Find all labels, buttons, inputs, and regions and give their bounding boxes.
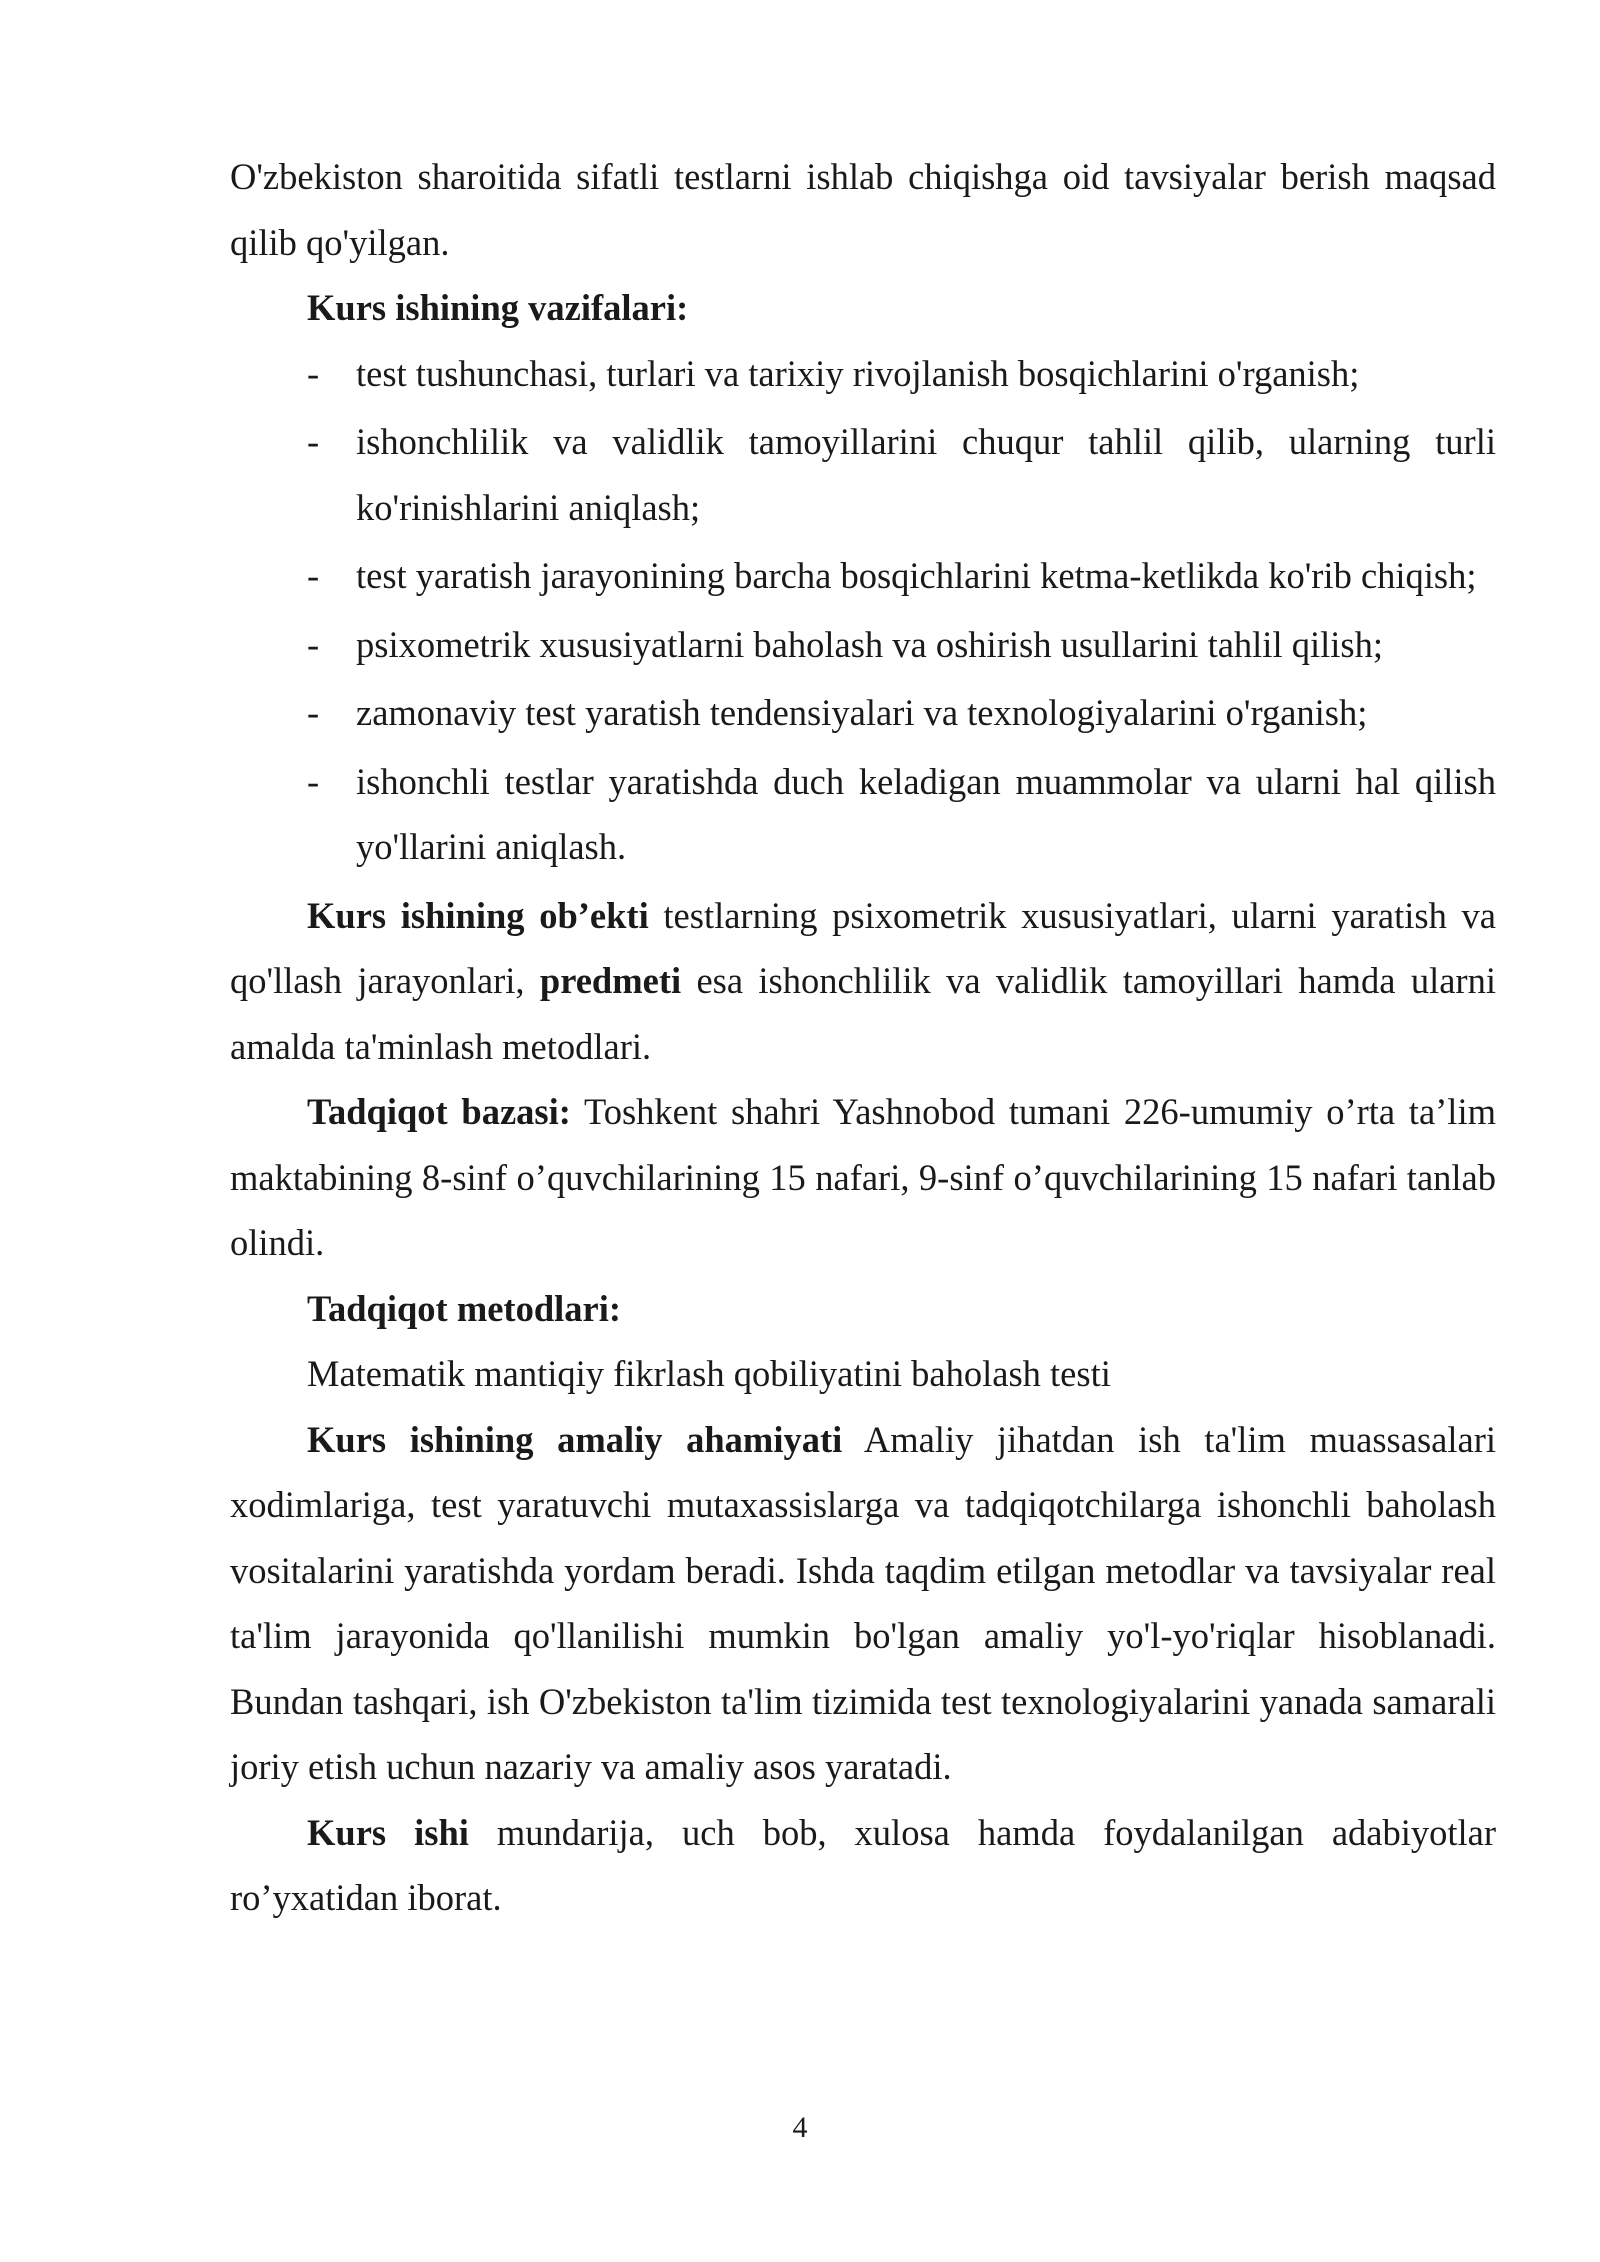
document-page	[230, 144, 1496, 1931]
research-base-paragraph	[230, 1079, 1496, 1276]
object-subject-paragraph	[230, 883, 1496, 1080]
research-base-label: Tadqiqot bazasi:	[307, 1091, 571, 1132]
research-methods-heading-paragraph	[230, 1276, 1496, 1342]
tasks-heading-paragraph	[230, 275, 1496, 341]
task-text: psixometrik xususiyatlarni baholash va oshirish usullarini tahlil qilish;	[356, 623, 1383, 665]
practical-significance-text: Amaliy jihatdan ish ta'lim muassasalari xodimlariga, test yaratuvchi mutaxassislarga va tadqiqotchilarga ishonchli baholash vositalarini yaratishda yordam beradi. Ishda taqdim etilgan metodlar va tavsiyalar real ta'lim jarayonida qo'llanilishi mumkin bo'lgan amaliy yo'l-yo'riqlar hisoblanadi. Bundan tashqari, ish O'zbekiston ta'lim tizimida test texnologiyalarini yanada samarali joriy etish uchun nazariy va amaliy asos yaratadi.	[230, 1418, 1496, 1787]
research-base-text: Toshkent shahri Yashnobod tumani 226-umumiy o’rta ta’lim maktabining 8-sinf o’quvchilarining 15 nafari, 9-sinf o’quvchilarining 15 nafari tanlab olindi.	[230, 1091, 1496, 1263]
task-text: ishonchli testlar yaratishda duch keladigan muammolar va ularni hal qilish yo'llarini aniqlash.	[356, 760, 1496, 867]
bullet-dash: -	[307, 352, 320, 394]
list-item	[307, 749, 1496, 880]
research-methods-label: Tadqiqot metodlari:	[307, 1287, 622, 1329]
list-item	[307, 543, 1496, 609]
list-item	[307, 680, 1496, 746]
bullet-dash: -	[307, 692, 320, 733]
bullet-dash: -	[307, 555, 320, 596]
page-number: 4	[792, 2111, 808, 2144]
research-methods-text: Matematik mantiqiy fikrlash qobiliyatini baholash testi	[307, 1353, 1111, 1394]
tasks-heading: Kurs ishining vazifalari:	[307, 287, 689, 328]
practical-significance-paragraph	[230, 1407, 1496, 1800]
structure-text: mundarija, uch bob, xulosa hamda foydalanilgan adabiyotlar ro’yxatidan iborat.	[230, 1811, 1497, 1918]
list-item	[307, 341, 1496, 407]
subject-text: esa ishonchlilik va validlik tamoyillari hamda ularni amalda ta'minlash metodlari.	[230, 960, 1496, 1067]
tasks-list	[230, 341, 1496, 880]
subject-label: predmeti	[539, 960, 682, 1001]
task-text: test tushunchasi, turlari va tarixiy rivojlanish bosqichlarini o'rganish;	[356, 352, 1360, 394]
structure-paragraph	[230, 1800, 1496, 1931]
intro-paragraph: O'zbekiston sharoitida sifatli testlarni ishlab chiqishga oid tavsiyalar berish maqsad qilib qo'yilgan.	[230, 156, 1496, 263]
list-item	[307, 612, 1496, 678]
bullet-dash: -	[307, 421, 320, 462]
list-item	[307, 409, 1496, 540]
bullet-dash: -	[307, 760, 320, 802]
task-text: zamonaviy test yaratish tendensiyalari va texnologiyalarini o'rganish;	[356, 692, 1368, 733]
bullet-dash: -	[307, 623, 320, 665]
object-label: Kurs ishining ob’ekti	[307, 894, 649, 936]
structure-label: Kurs ishi	[307, 1811, 469, 1853]
practical-significance-label: Kurs ishining amaliy ahamiyati	[307, 1418, 843, 1460]
object-text: testlarning psixometrik xususiyatlari, ularni yaratish va qo'llash jarayonlari,	[230, 894, 1496, 1001]
task-text: ishonchlilik va validlik tamoyillarini chuqur tahlil qilib, ularning turli ko'rinishlarini aniqlash;	[356, 421, 1496, 528]
task-text: test yaratish jarayonining barcha bosqichlarini ketma-ketlikda ko'rib chiqish;	[356, 555, 1477, 596]
